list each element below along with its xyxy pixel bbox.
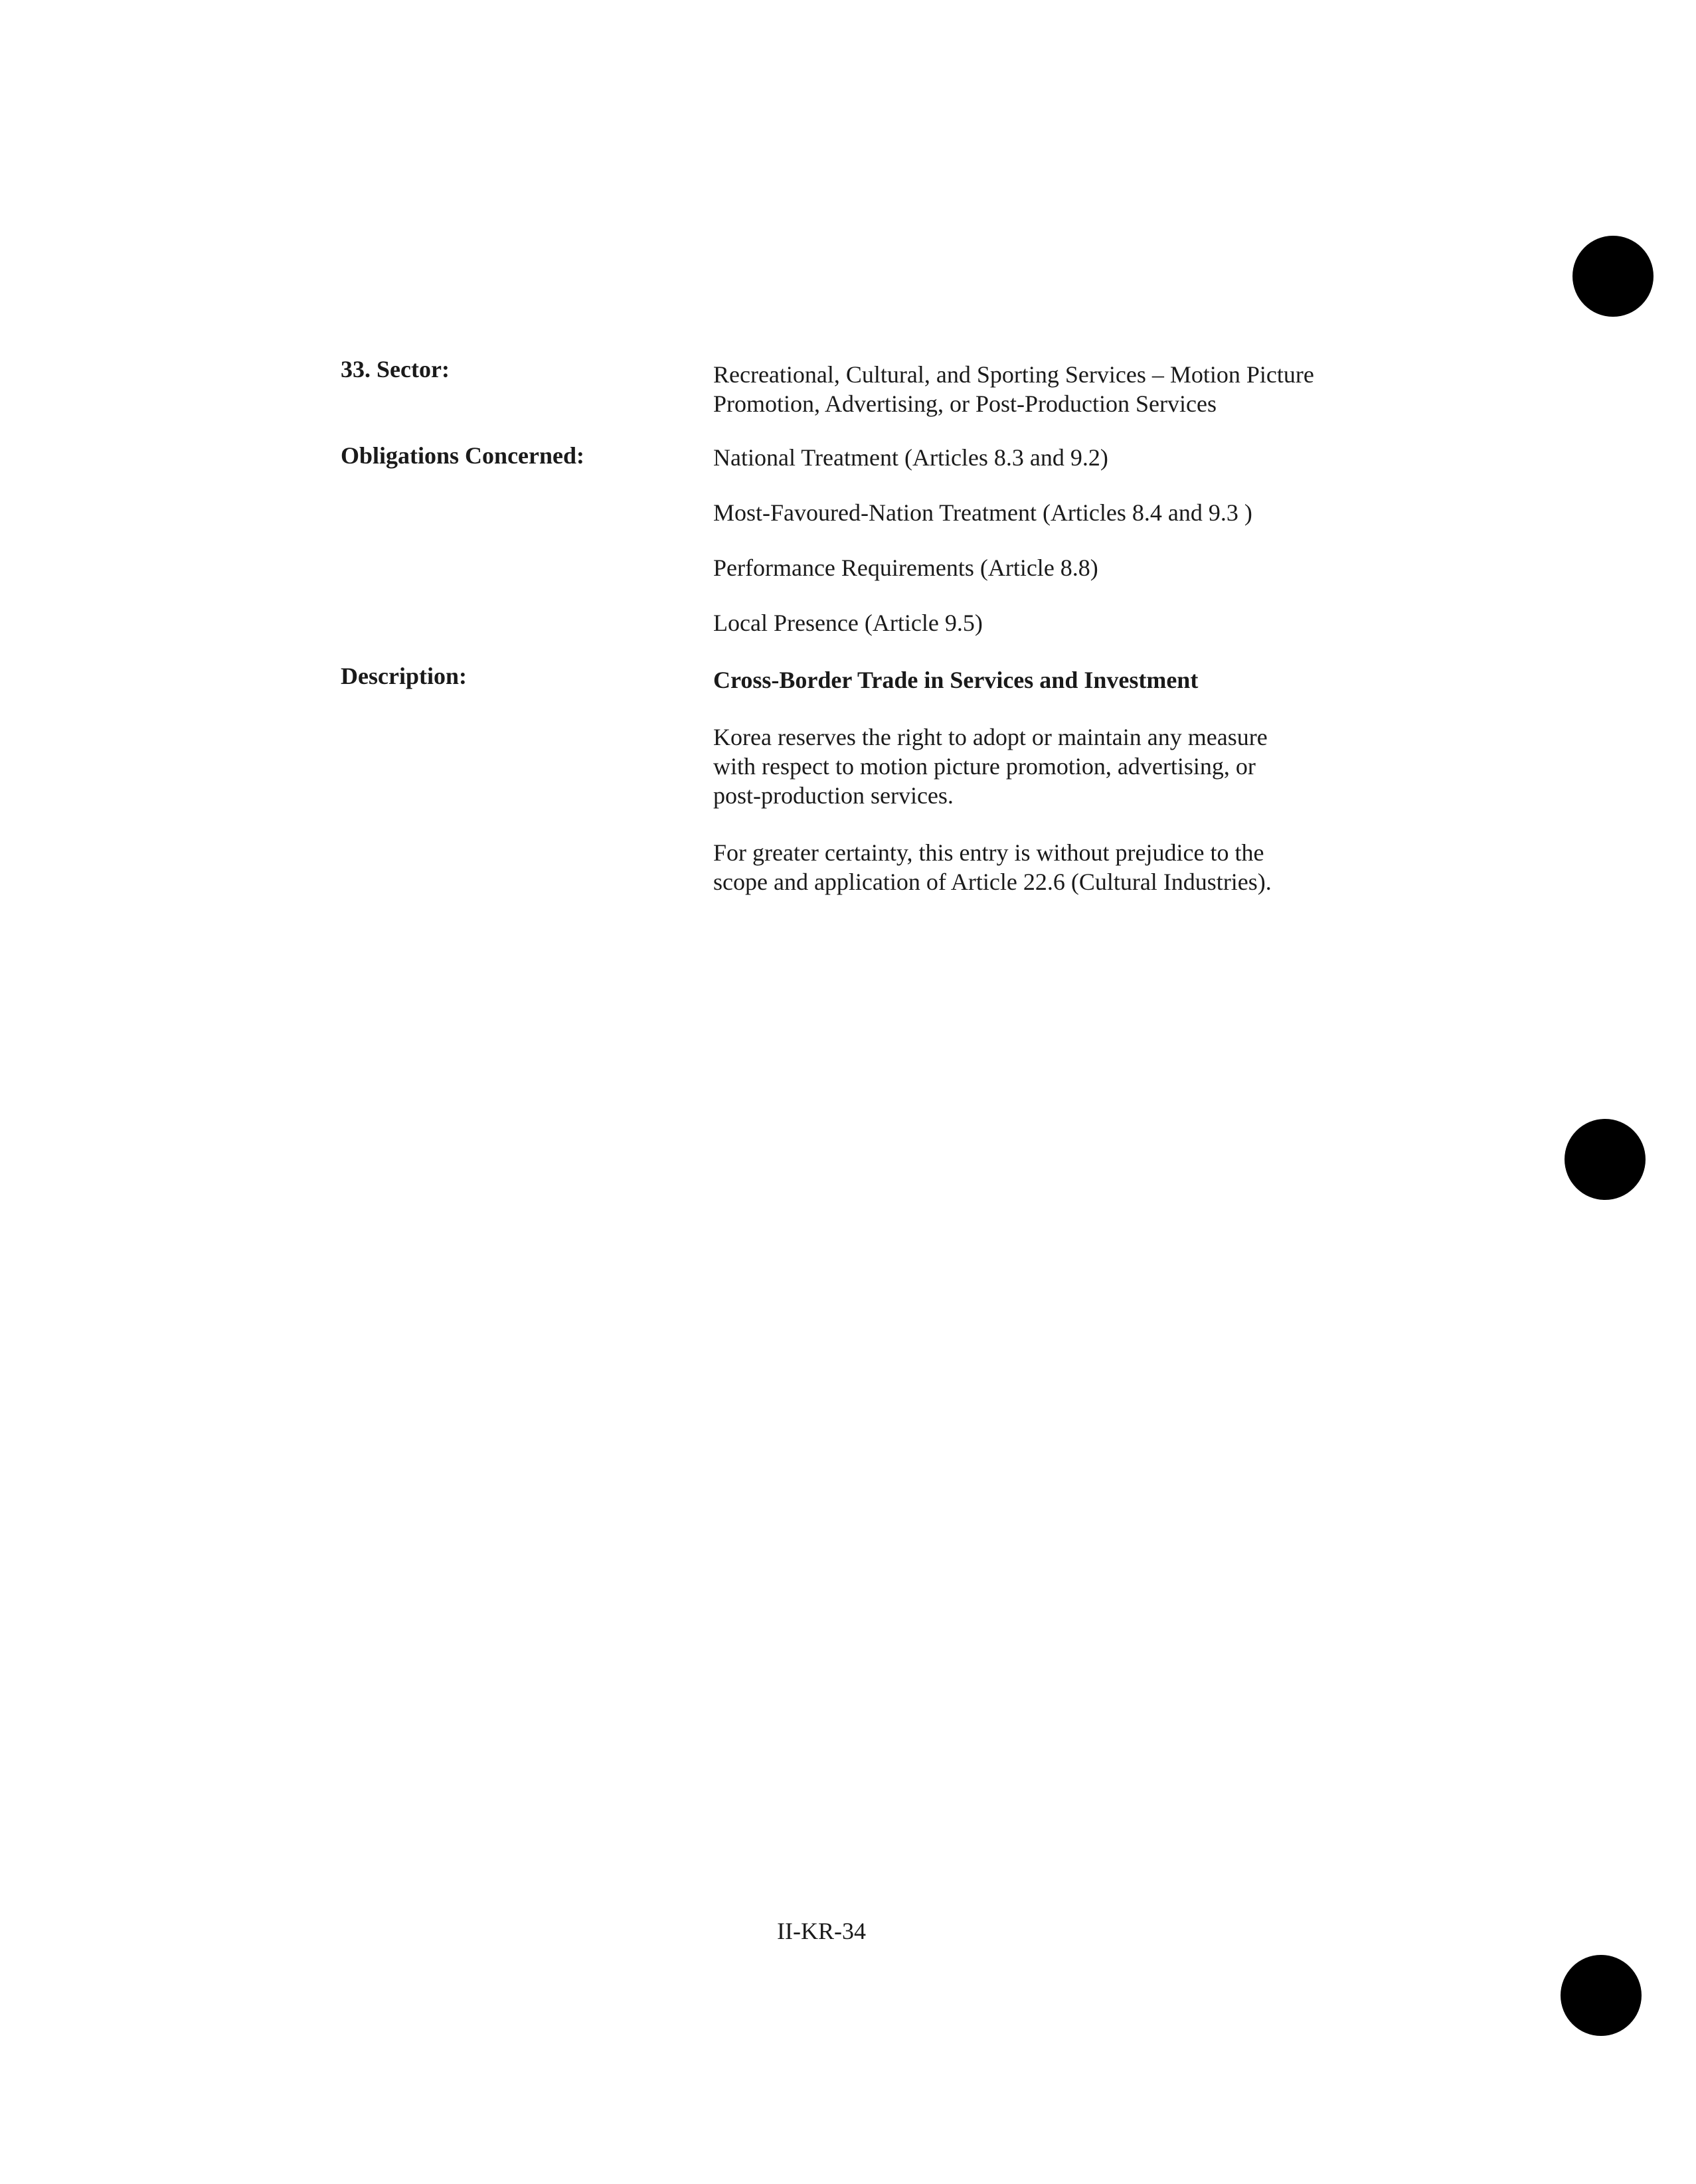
- description-paragraph-2-line-1: For greater certainty, this entry is without prejudice to the: [713, 839, 1264, 866]
- punch-hole-middle: [1565, 1119, 1646, 1200]
- obligation-item: Performance Requirements (Article 8.8): [713, 554, 1098, 581]
- description-paragraph-1-line-2: with respect to motion picture promotion, advertising, or: [713, 753, 1256, 780]
- description-label: Description:: [341, 663, 467, 689]
- page-footer: [0, 1916, 1696, 1946]
- punch-hole-bottom: [1561, 1955, 1642, 2036]
- description-paragraph-2-line-2: scope and application of Article 22.6 (Cultural Industries).: [713, 869, 1272, 895]
- description-paragraph-1-line-1: Korea reserves the right to adopt or maintain any measure: [713, 724, 1268, 750]
- obligation-item: Most-Favoured-Nation Treatment (Articles 8.4 and 9.3 ): [713, 499, 1252, 526]
- sector-value-line-1: Recreational, Cultural, and Sporting Services – Motion Picture: [713, 361, 1314, 388]
- obligation-item: Local Presence (Article 9.5): [713, 610, 983, 636]
- sector-value-line-2: Promotion, Advertising, or Post-Production Services: [713, 390, 1217, 417]
- sector-label: 33. Sector:: [341, 356, 450, 382]
- obligation-item: National Treatment (Articles 8.3 and 9.2): [713, 444, 1108, 471]
- obligations-label: Obligations Concerned:: [341, 442, 585, 469]
- page-number: II-KR-34: [777, 1918, 866, 1944]
- punch-hole-top: [1572, 236, 1654, 317]
- description-paragraph-1-line-3: post-production services.: [713, 782, 954, 809]
- description-heading: Cross-Border Trade in Services and Investment: [713, 667, 1199, 693]
